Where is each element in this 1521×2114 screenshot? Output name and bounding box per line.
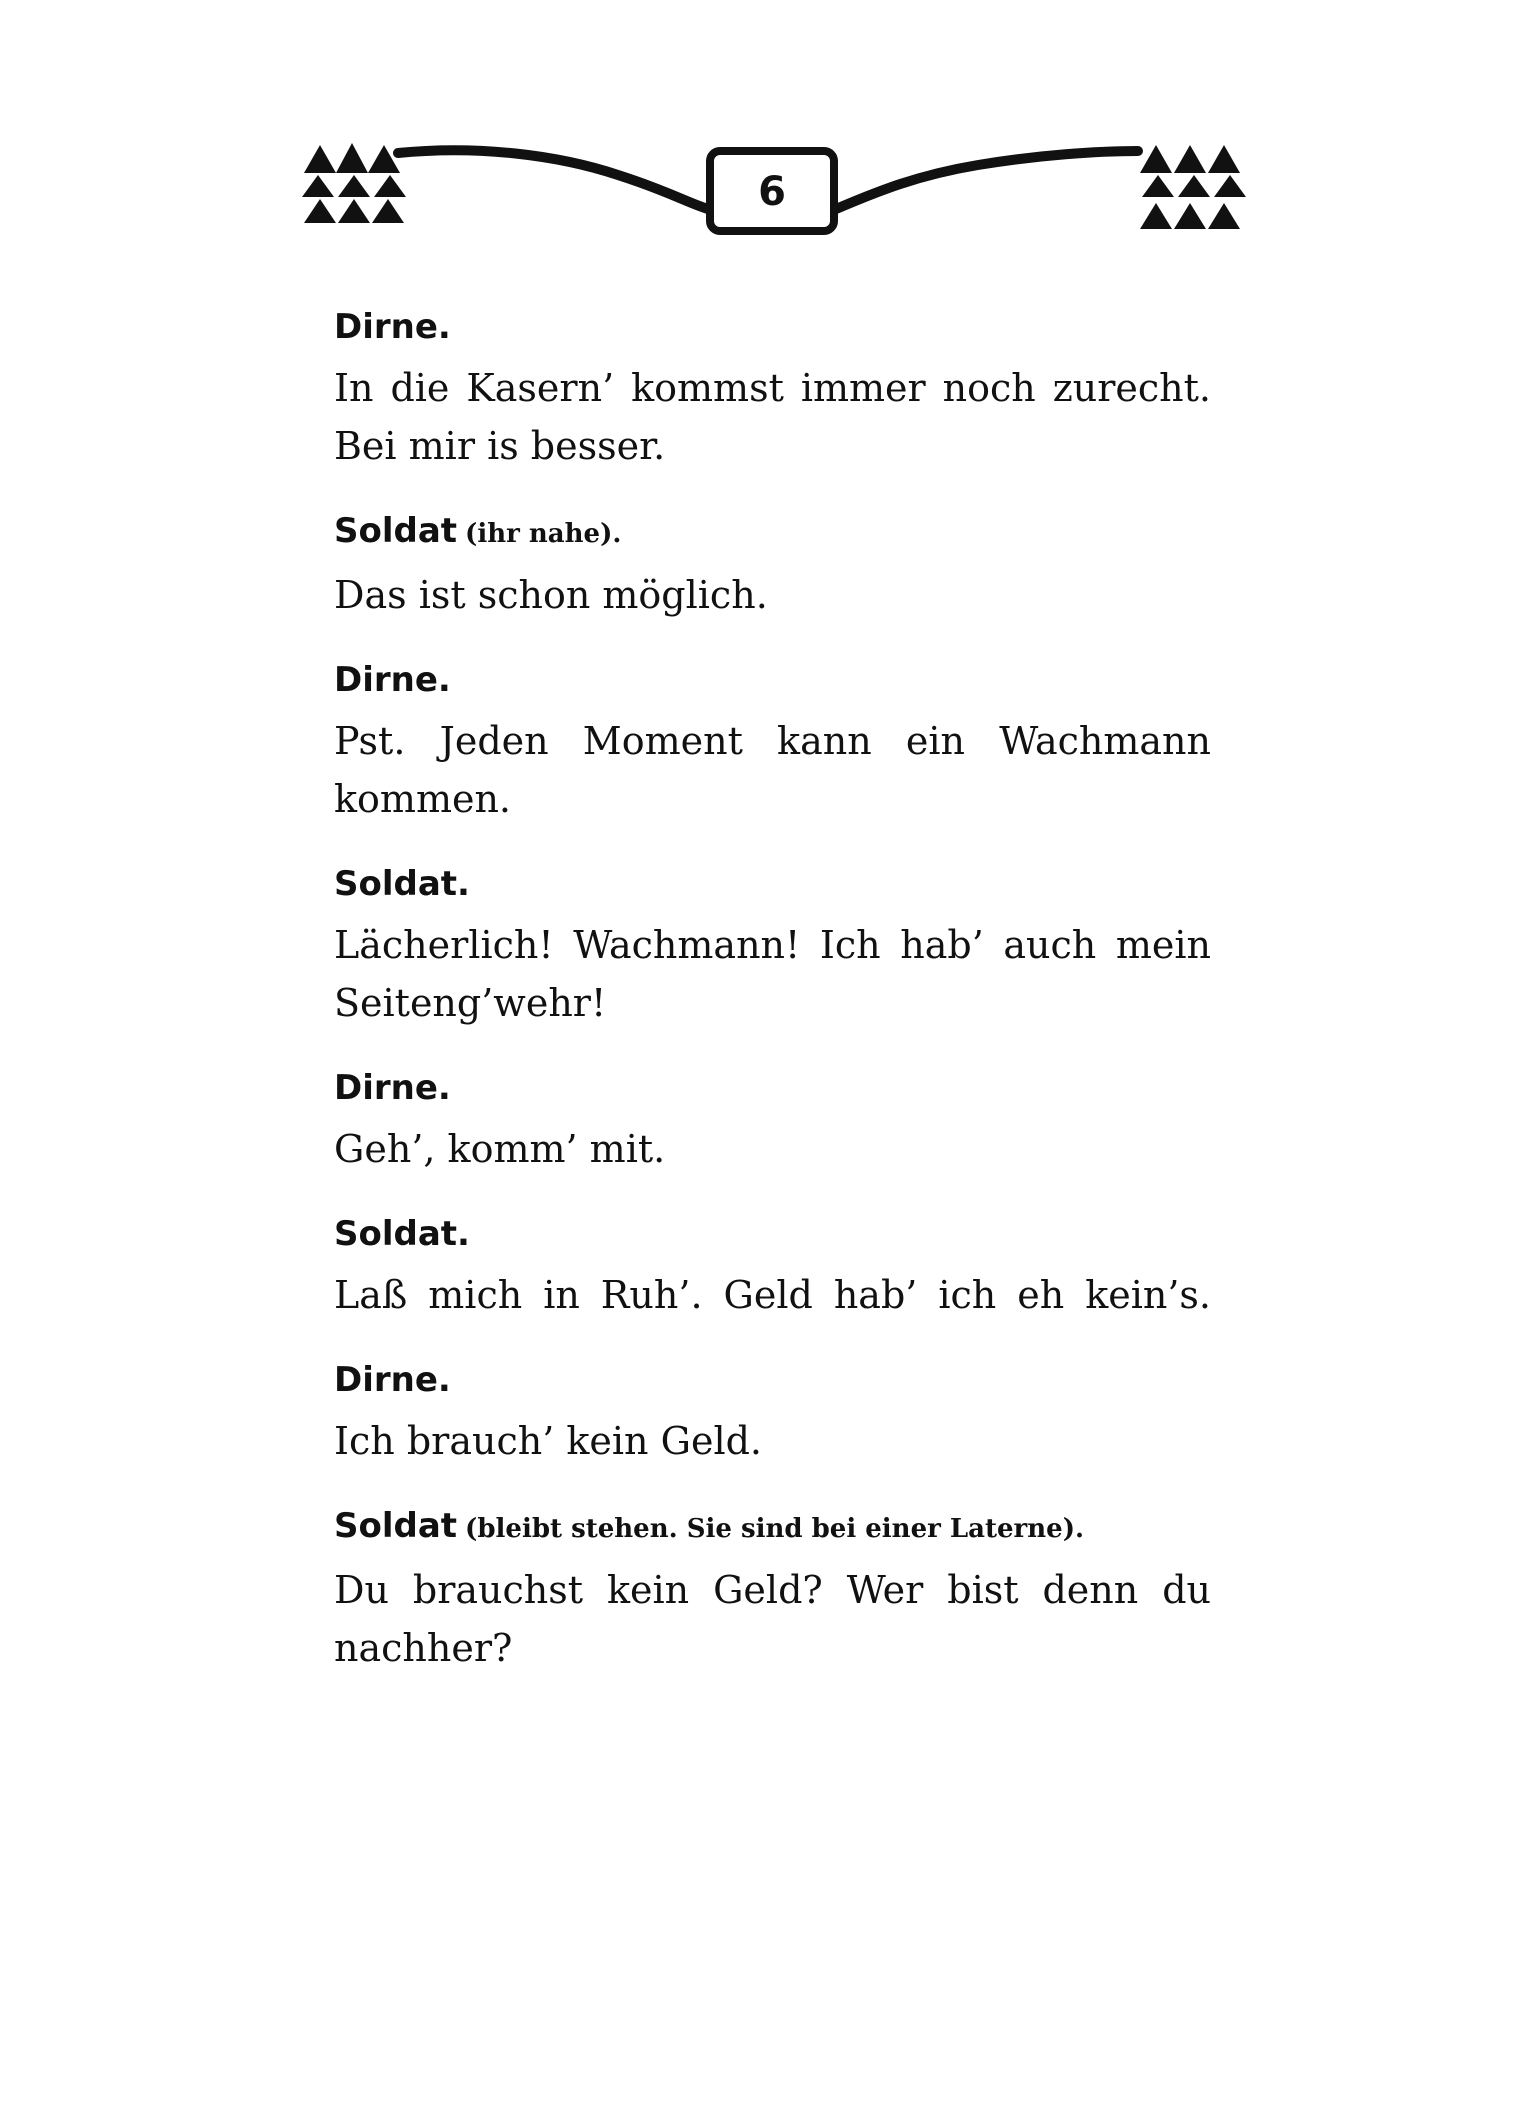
right-swoosh: [836, 151, 1138, 209]
page-number: 6: [758, 169, 786, 215]
speech-block: [334, 862, 1234, 1032]
speaker-name: Soldat.: [334, 1214, 470, 1254]
speech-line: Geh’, komm’ mit.: [334, 1127, 666, 1171]
speech-line: Pst. Jeden Moment kann ein Wachmann: [334, 719, 1211, 763]
speaker-name: Dirne.: [334, 307, 451, 347]
speech-block: [334, 1358, 1234, 1470]
left-triangle-cluster-icon: [302, 143, 406, 223]
speech-block: [334, 1504, 1234, 1677]
speaker-name: Soldat (ihr nahe).: [334, 511, 622, 551]
speaker-name: Dirne.: [334, 1068, 451, 1108]
speech-line: kommen.: [334, 777, 512, 821]
speech-line: In die Kasern’ kommst immer noch zurecht.: [334, 366, 1211, 410]
speaker-name: Dirne.: [334, 1360, 451, 1400]
speech-line: Das ist schon möglich.: [334, 573, 768, 617]
stage-direction: (ihr nahe).: [465, 519, 622, 549]
speaker-name: Soldat (bleibt stehen. Sie sind bei einer Laterne).: [334, 1506, 1085, 1546]
speech-line: Du brauchst kein Geld? Wer bist denn du: [334, 1568, 1211, 1612]
stage-direction: (bleibt stehen. Sie sind bei einer Laterne).: [465, 1514, 1085, 1544]
speech-block: [334, 509, 1234, 624]
speech-block: [334, 305, 1234, 475]
dialogue-text: [334, 305, 1234, 1711]
speech-line: nachher?: [334, 1626, 513, 1670]
speech-block: [334, 1212, 1234, 1324]
speech-line: Seiteng’wehr!: [334, 981, 607, 1025]
speaker-name: Soldat.: [334, 864, 470, 904]
speech-block: [334, 658, 1234, 828]
left-swoosh: [398, 150, 708, 209]
right-triangle-cluster-icon: [1140, 145, 1246, 229]
speech-line: Lächerlich! Wachmann! Ich hab’ auch mein: [334, 923, 1211, 967]
page-header-ornament: [298, 135, 1258, 250]
speech-line: Laß mich in Ruh’. Geld hab’ ich eh kein’s.: [334, 1273, 1211, 1317]
speech-line: Ich brauch’ kein Geld.: [334, 1419, 763, 1463]
speaker-name: Dirne.: [334, 660, 451, 700]
speech-block: [334, 1066, 1234, 1178]
speech-line: Bei mir is besser.: [334, 424, 666, 468]
